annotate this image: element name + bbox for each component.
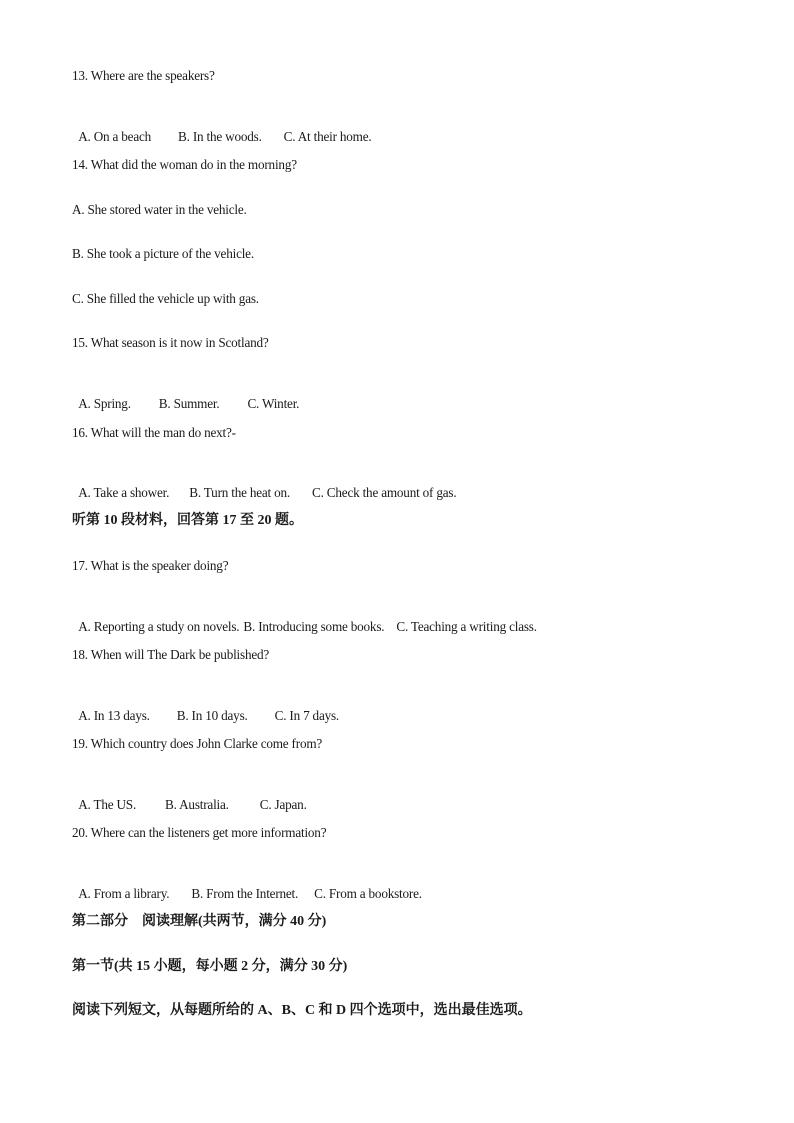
question-14-option-b: B. She took a picture of the vehicle. [72, 246, 254, 261]
option-c: C. Japan. [259, 797, 307, 812]
question-13-stem: 13. Where are the speakers? [72, 68, 215, 83]
option-a: A. Take a shower. [78, 485, 170, 500]
option-a: A. Reporting a study on novels. [78, 619, 240, 634]
section-heading: 听第 10 段材料，回答第 17 至 20 题。 [72, 513, 303, 528]
option-a: A. On a beach [78, 129, 152, 144]
question-17-stem: 17. What is the speaker doing? [72, 558, 229, 573]
option-b: B. From the Internet. [191, 886, 299, 901]
option-c: C. Teaching a writing class. [396, 619, 537, 634]
instruction-text: 阅读下列短文，从每题所给的 A、B、C 和 D 四个选项中，选出最佳选项。 [72, 1003, 532, 1018]
option-a: A. In 13 days. [78, 708, 150, 723]
question-18-options [72, 692, 339, 724]
question-20-stem: 20. Where can the listeners get more information? [72, 825, 327, 840]
question-14-option-c: C. She filled the vehicle up with gas. [72, 291, 259, 306]
question-17-options [72, 603, 537, 635]
option-c: C. Winter. [247, 396, 300, 411]
question-16-stem: 16. What will the man do next?- [72, 425, 236, 440]
option-a: A. From a library. [78, 886, 170, 901]
option-c: C. In 7 days. [274, 708, 340, 723]
option-b: B. Turn the heat on. [189, 485, 291, 500]
option-c: C. From a bookstore. [314, 886, 422, 901]
question-16-options [72, 469, 456, 501]
option-c: C. Check the amount of gas. [312, 485, 457, 500]
subsection-heading: 第一节(共 15 小题，每小题 2 分，满分 30 分) [72, 959, 348, 974]
option-b: B. Summer. [158, 396, 220, 411]
question-18-stem: 18. When will The Dark be published? [72, 647, 270, 662]
part-heading: 第二部分 阅读理解(共两节，满分 40 分) [72, 914, 327, 929]
question-15-stem: 15. What season is it now in Scotland? [72, 335, 269, 350]
option-b: B. In 10 days. [176, 708, 248, 723]
question-14-stem: 14. What did the woman do in the morning? [72, 157, 297, 172]
question-19-stem: 19. Which country does John Clarke come from? [72, 736, 323, 751]
question-13-options [72, 113, 371, 145]
question-15-options [72, 380, 299, 412]
option-b: B. Introducing some books. [243, 619, 385, 634]
question-20-options [72, 870, 422, 902]
question-14-option-a: A. She stored water in the vehicle. [72, 202, 247, 217]
question-19-options [72, 781, 307, 813]
option-b: B. In the woods. [178, 129, 262, 144]
option-c: C. At their home. [283, 129, 372, 144]
option-b: B. Australia. [165, 797, 229, 812]
option-a: A. The US. [78, 797, 137, 812]
option-a: A. Spring. [78, 396, 131, 411]
